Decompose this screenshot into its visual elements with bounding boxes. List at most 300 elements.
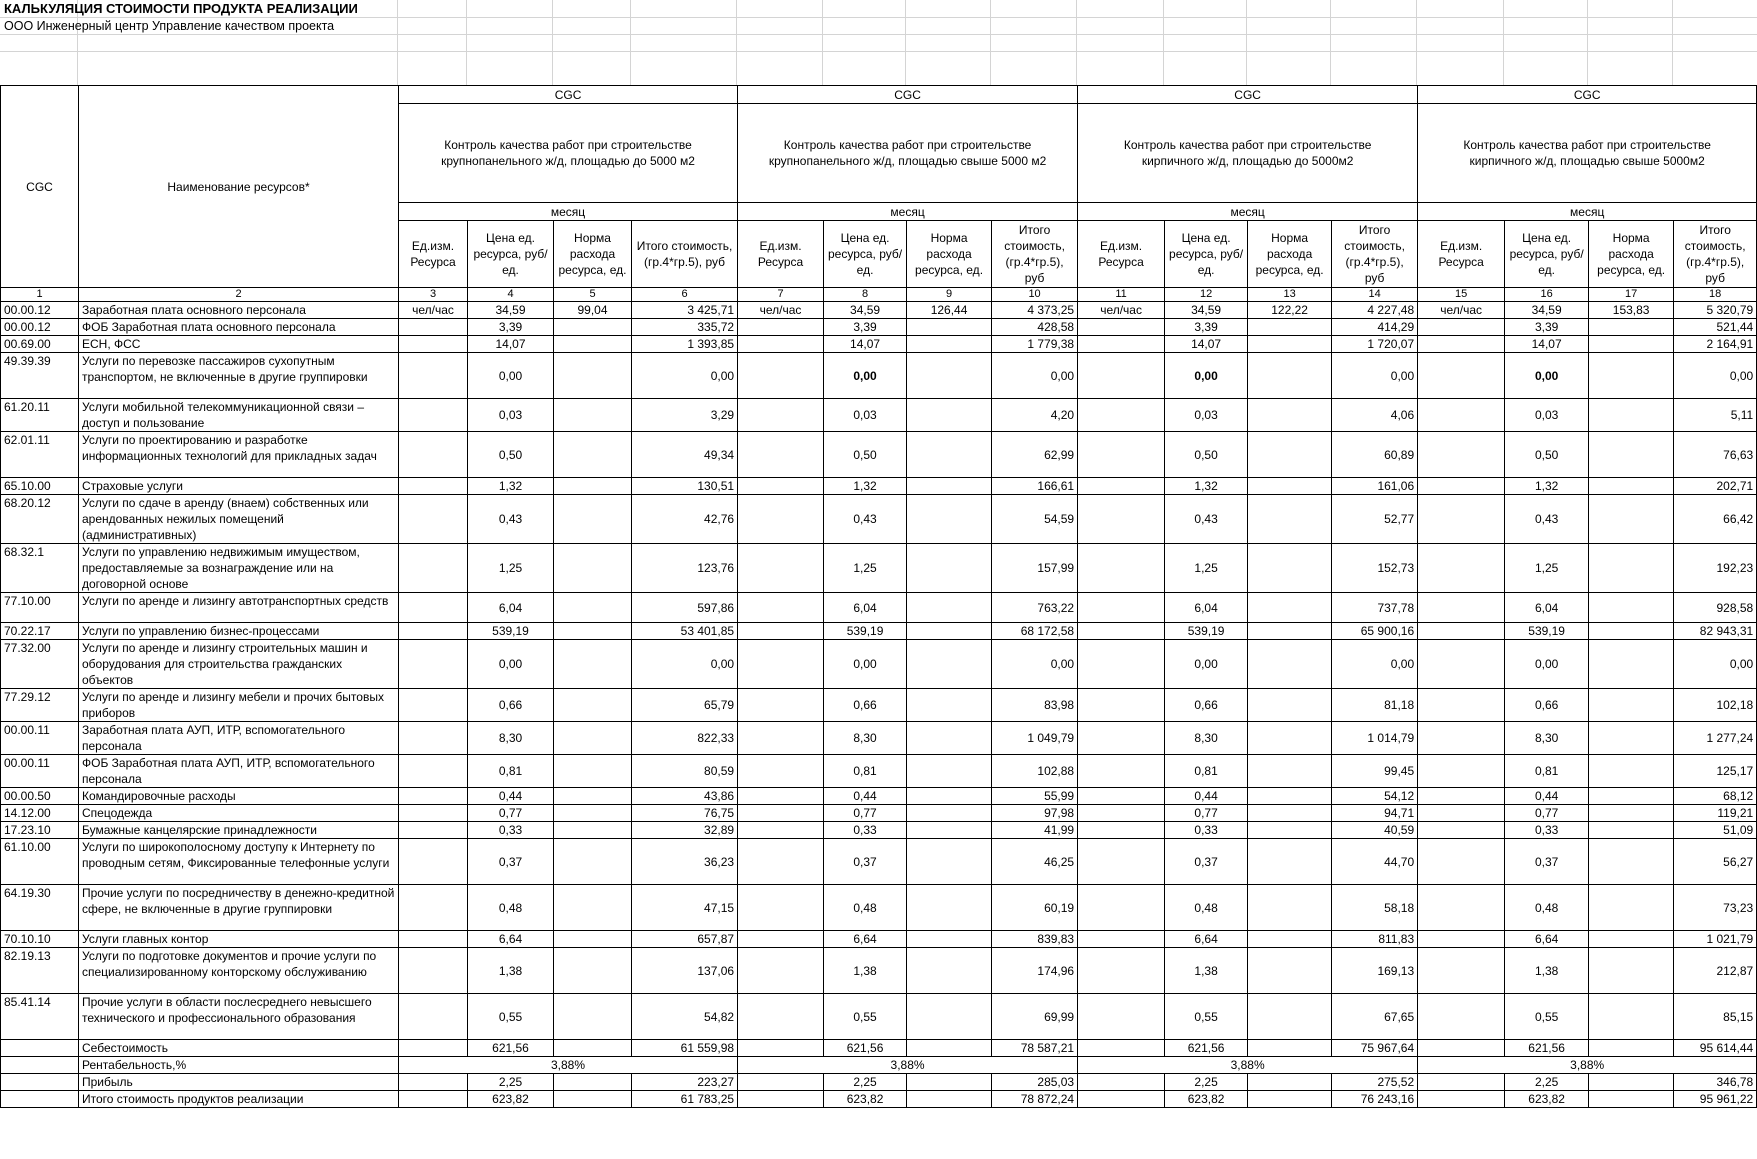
organization-name: ООО Инженерный центр Управление качеством проекта	[4, 19, 335, 33]
unit-cell	[399, 432, 468, 478]
column-number: 12	[1165, 288, 1248, 302]
price-cell: 0,77	[468, 805, 554, 822]
unit-cell	[1418, 623, 1505, 640]
norm-cell	[1248, 839, 1332, 885]
total-cell: 76,75	[632, 805, 738, 822]
empty-cell	[399, 1040, 468, 1057]
sheet-title: КАЛЬКУЛЯЦИЯ СТОИМОСТИ ПРОДУКТА РЕАЛИЗАЦИИ	[4, 1, 358, 16]
price-cell: 14,07	[1505, 336, 1589, 353]
unit-cell	[738, 623, 824, 640]
price-cell: 6,64	[824, 931, 907, 948]
total-cell: 4,20	[992, 399, 1078, 432]
resource-code: 17.23.10	[1, 822, 79, 839]
empty-cell	[1418, 1091, 1505, 1108]
norm-cell	[907, 495, 992, 544]
norm-cell	[1248, 948, 1332, 994]
unit-cell	[738, 839, 824, 885]
norm-cell	[1248, 640, 1332, 689]
price-cell: 0,03	[1505, 399, 1589, 432]
price-cell: 0,48	[1165, 885, 1248, 931]
unit-cell	[399, 948, 468, 994]
price-cell: 1,32	[468, 478, 554, 495]
price-cell: 0,00	[824, 353, 907, 399]
subheader-norm-g2: Норма расхода ресурса, ед.	[907, 221, 992, 288]
resource-name: Услуги по аренде и лизингу автотранспортных средств	[79, 593, 399, 623]
price-cell: 8,30	[468, 722, 554, 755]
resource-code: 49.39.39	[1, 353, 79, 399]
price-cell: 0,00	[1505, 640, 1589, 689]
table-row	[1, 544, 1757, 593]
total-cell: 55,99	[992, 788, 1078, 805]
price-cell: 0,81	[824, 755, 907, 788]
unit-cell	[399, 722, 468, 755]
price-cell: 3,39	[468, 319, 554, 336]
price-cell: 0,66	[1165, 689, 1248, 722]
unit-cell	[1418, 495, 1505, 544]
price-cell: 0,44	[1505, 788, 1589, 805]
price-cell: 0,55	[824, 994, 907, 1040]
price-cell: 0,43	[468, 495, 554, 544]
price-cell: 539,19	[468, 623, 554, 640]
resource-name: Услуги по аренде и лизингу мебели и прочих бытовых приборов	[79, 689, 399, 722]
resource-name: Заработная плата основного персонала	[79, 302, 399, 319]
norm-cell	[1589, 822, 1674, 839]
norm-cell	[1248, 788, 1332, 805]
price-cell: 0,77	[1505, 805, 1589, 822]
unit-cell	[738, 689, 824, 722]
column-number: 16	[1505, 288, 1589, 302]
total-cell: 102,88	[992, 755, 1078, 788]
resource-name: Услуги по подготовке документов и прочие услуги по специализированному конторскому обслуживанию	[79, 948, 399, 994]
norm-cell	[1248, 544, 1332, 593]
total-cell: 99,45	[1332, 755, 1418, 788]
total-cell: 83,98	[992, 689, 1078, 722]
price-cell: 0,77	[824, 805, 907, 822]
norm-cell	[554, 319, 632, 336]
resource-code: 14.12.00	[1, 805, 79, 822]
resource-name: Бумажные канцелярские принадлежности	[79, 822, 399, 839]
resource-name: Услуги по широкополосному доступу к Интернету по проводным сетям, Фиксированные телефонные услуги	[79, 839, 399, 885]
total-cell: 3 425,71	[632, 302, 738, 319]
unit-cell	[1418, 839, 1505, 885]
norm-cell	[907, 640, 992, 689]
total-cell: 0,00	[1674, 640, 1757, 689]
total-cell: 85,15	[1674, 994, 1757, 1040]
norm-cell	[554, 931, 632, 948]
unit-cell	[1418, 544, 1505, 593]
total-cell: 157,99	[992, 544, 1078, 593]
norm-cell	[907, 623, 992, 640]
unit-cell	[399, 805, 468, 822]
total-cell: 2 164,91	[1674, 336, 1757, 353]
norm-cell	[1589, 839, 1674, 885]
subheader-norm-g4: Норма расхода ресурса, ед.	[1589, 221, 1674, 288]
total-cell: 597,86	[632, 593, 738, 623]
price-cell: 0,03	[1165, 399, 1248, 432]
empty-cell	[1418, 1040, 1505, 1057]
total-cell: 4,06	[1332, 399, 1418, 432]
norm-cell	[1589, 805, 1674, 822]
total-cell: 657,87	[632, 931, 738, 948]
price-cell: 8,30	[1165, 722, 1248, 755]
total-cell: 54,59	[992, 495, 1078, 544]
total-cell: 69,99	[992, 994, 1078, 1040]
unit-cell	[399, 788, 468, 805]
price-cell: 0,66	[824, 689, 907, 722]
resource-code: 00.00.11	[1, 722, 79, 755]
unit-cell	[399, 640, 468, 689]
table-row	[1, 399, 1757, 432]
norm-cell	[1589, 319, 1674, 336]
norm-cell	[554, 544, 632, 593]
column-number: 3	[399, 288, 468, 302]
resource-code: 77.10.00	[1, 593, 79, 623]
empty-cell	[1248, 1074, 1332, 1091]
price-cell: 0,50	[1505, 432, 1589, 478]
price-cell: 0,44	[1165, 788, 1248, 805]
column-number: 5	[554, 288, 632, 302]
total-cell: 1 720,07	[1332, 336, 1418, 353]
price-cell: 0,00	[468, 640, 554, 689]
norm-cell	[907, 839, 992, 885]
table-row	[1, 931, 1757, 948]
total-cell: 97,98	[992, 805, 1078, 822]
norm-cell	[554, 722, 632, 755]
resource-name: Услуги главных контор	[79, 931, 399, 948]
table-row	[1, 336, 1757, 353]
resource-code: 70.10.10	[1, 931, 79, 948]
column-number: 13	[1248, 288, 1332, 302]
unit-cell	[738, 640, 824, 689]
price-cell: 0,33	[1165, 822, 1248, 839]
resource-code: 85.41.14	[1, 994, 79, 1040]
total-cell: 61 559,98	[632, 1040, 738, 1057]
resource-name: Прочие услуги в области послесреднего невысшего технического и профессионального образования	[79, 994, 399, 1040]
norm-cell	[554, 623, 632, 640]
total-cell: 0,00	[632, 640, 738, 689]
price-cell: 1,25	[1505, 544, 1589, 593]
table-row	[1, 689, 1757, 722]
total-cell: 0,00	[992, 353, 1078, 399]
price-cell: 1,25	[1165, 544, 1248, 593]
total-cell: 40,59	[1332, 822, 1418, 839]
price-cell: 1,38	[1165, 948, 1248, 994]
price-cell: 6,04	[1165, 593, 1248, 623]
total-cell: 161,06	[1332, 478, 1418, 495]
norm-cell	[1589, 495, 1674, 544]
total-cell: 60,19	[992, 885, 1078, 931]
resource-name: Прочие услуги по посредничеству в денежно-кредитной сфере, не включенные в другие группировки	[79, 885, 399, 931]
total-cell: 0,00	[1332, 353, 1418, 399]
unit-cell	[1418, 931, 1505, 948]
profit-row-label: Прибыль	[79, 1074, 399, 1091]
unit-cell: чел/час	[399, 302, 468, 319]
price-cell: 3,39	[1165, 319, 1248, 336]
price-cell: 0,55	[1165, 994, 1248, 1040]
empty-cell	[1078, 1074, 1165, 1091]
unit-cell	[738, 495, 824, 544]
norm-cell	[907, 353, 992, 399]
resource-name: Командировочные расходы	[79, 788, 399, 805]
total-cell: 80,59	[632, 755, 738, 788]
profitability-row	[1, 1057, 1757, 1074]
norm-cell	[554, 755, 632, 788]
price-cell: 0,44	[468, 788, 554, 805]
total-cell: 763,22	[992, 593, 1078, 623]
norm-cell	[1589, 689, 1674, 722]
unit-cell	[738, 432, 824, 478]
norm-cell	[1248, 478, 1332, 495]
grand-total-row-label: Итого стоимость продуктов реализации	[79, 1091, 399, 1108]
price-cell: 0,50	[1165, 432, 1248, 478]
total-cell: 78 872,24	[992, 1091, 1078, 1108]
norm-cell	[907, 788, 992, 805]
unit-cell	[1418, 722, 1505, 755]
price-cell: 0,77	[1165, 805, 1248, 822]
unit-cell	[1418, 948, 1505, 994]
norm-cell	[1589, 948, 1674, 994]
norm-cell	[907, 319, 992, 336]
unit-cell	[399, 885, 468, 931]
norm-cell	[554, 495, 632, 544]
column-number: 17	[1589, 288, 1674, 302]
group-3-code: CGC	[1078, 86, 1418, 104]
price-cell: 0,00	[1165, 353, 1248, 399]
empty-cell	[554, 1040, 632, 1057]
total-cell: 43,86	[632, 788, 738, 805]
column-number: 9	[907, 288, 992, 302]
resource-name: Услуги по аренде и лизингу строительных машин и оборудования для строительства гражданских объектов	[79, 640, 399, 689]
price-cell: 0,48	[1505, 885, 1589, 931]
group-4-code: CGC	[1418, 86, 1757, 104]
price-cell: 623,82	[468, 1091, 554, 1108]
norm-cell	[1589, 788, 1674, 805]
price-cell: 0,43	[824, 495, 907, 544]
total-cell: 1 021,79	[1674, 931, 1757, 948]
total-cell: 78 587,21	[992, 1040, 1078, 1057]
cost-row	[1, 1040, 1757, 1057]
norm-cell	[554, 399, 632, 432]
norm-cell: 126,44	[907, 302, 992, 319]
unit-cell	[1078, 839, 1165, 885]
total-cell: 68,12	[1674, 788, 1757, 805]
empty-cell	[1248, 1091, 1332, 1108]
norm-cell	[1589, 931, 1674, 948]
unit-cell	[399, 822, 468, 839]
subheader-total-g4: Итого стоимость, (гр.4*гр.5), руб	[1674, 221, 1757, 288]
norm-cell	[1248, 805, 1332, 822]
norm-cell	[1589, 353, 1674, 399]
unit-cell	[399, 478, 468, 495]
total-cell: 51,09	[1674, 822, 1757, 839]
profitability-value: 3,88%	[399, 1057, 738, 1074]
unit-cell	[1078, 319, 1165, 336]
unit-cell	[1078, 994, 1165, 1040]
unit-cell	[399, 399, 468, 432]
total-cell: 68 172,58	[992, 623, 1078, 640]
total-cell: 811,83	[1332, 931, 1418, 948]
table-row	[1, 722, 1757, 755]
subheader-norm-g3: Норма расхода ресурса, ед.	[1248, 221, 1332, 288]
unit-cell	[738, 994, 824, 1040]
norm-cell	[907, 931, 992, 948]
unit-cell	[399, 495, 468, 544]
price-cell: 0,03	[468, 399, 554, 432]
norm-cell	[554, 788, 632, 805]
resource-code: 62.01.11	[1, 432, 79, 478]
price-cell: 34,59	[468, 302, 554, 319]
norm-cell	[554, 593, 632, 623]
resource-code: 68.20.12	[1, 495, 79, 544]
subheader-norm-g1: Норма расхода ресурса, ед.	[554, 221, 632, 288]
norm-cell	[1589, 432, 1674, 478]
total-cell: 32,89	[632, 822, 738, 839]
unit-cell	[1078, 722, 1165, 755]
total-cell: 202,71	[1674, 478, 1757, 495]
price-cell: 3,39	[1505, 319, 1589, 336]
total-cell: 1 393,85	[632, 336, 738, 353]
unit-cell	[399, 994, 468, 1040]
price-cell: 0,81	[1165, 755, 1248, 788]
table-row	[1, 353, 1757, 399]
resource-code: 00.00.12	[1, 302, 79, 319]
price-cell: 34,59	[1505, 302, 1589, 319]
total-cell: 49,34	[632, 432, 738, 478]
total-cell: 53 401,85	[632, 623, 738, 640]
group-2-description: Контроль качества работ при строительстве крупнопанельного ж/д, площадью свыше 5000 м2	[738, 104, 1078, 203]
price-cell: 1,38	[1505, 948, 1589, 994]
price-cell: 14,07	[1165, 336, 1248, 353]
table-row	[1, 885, 1757, 931]
table-row	[1, 948, 1757, 994]
resource-name: ФОБ Заработная плата основного персонала	[79, 319, 399, 336]
total-cell: 152,73	[1332, 544, 1418, 593]
profitability-value: 3,88%	[1078, 1057, 1418, 1074]
total-cell: 60,89	[1332, 432, 1418, 478]
norm-cell	[1589, 593, 1674, 623]
unit-cell	[1418, 593, 1505, 623]
column-number: 7	[738, 288, 824, 302]
resource-code: 68.32.1	[1, 544, 79, 593]
profitability-value: 3,88%	[738, 1057, 1078, 1074]
unit-cell	[1418, 478, 1505, 495]
total-cell: 67,65	[1332, 994, 1418, 1040]
unit-cell	[1418, 689, 1505, 722]
total-cell: 65,79	[632, 689, 738, 722]
subheader-total-g2: Итого стоимость, (гр.4*гр.5), руб	[992, 221, 1078, 288]
unit-cell	[1418, 885, 1505, 931]
price-cell: 0,55	[468, 994, 554, 1040]
unit-cell	[1418, 336, 1505, 353]
resource-code: 61.20.11	[1, 399, 79, 432]
total-cell: 166,61	[992, 478, 1078, 495]
norm-cell	[907, 336, 992, 353]
price-cell: 0,50	[468, 432, 554, 478]
price-cell: 6,04	[1505, 593, 1589, 623]
price-cell: 1,25	[468, 544, 554, 593]
price-cell: 621,56	[1505, 1040, 1589, 1057]
price-cell: 623,82	[824, 1091, 907, 1108]
norm-cell	[1589, 994, 1674, 1040]
norm-cell	[907, 399, 992, 432]
total-cell: 76 243,16	[1332, 1091, 1418, 1108]
unit-cell	[738, 788, 824, 805]
total-cell: 414,29	[1332, 319, 1418, 336]
resource-code: 65.10.00	[1, 478, 79, 495]
total-cell: 737,78	[1332, 593, 1418, 623]
empty-cell	[907, 1091, 992, 1108]
price-cell: 14,07	[468, 336, 554, 353]
norm-cell	[1589, 336, 1674, 353]
empty-cell	[738, 1074, 824, 1091]
group-1-period: месяц	[399, 203, 738, 221]
price-cell: 621,56	[824, 1040, 907, 1057]
norm-cell	[1248, 336, 1332, 353]
table-row	[1, 755, 1757, 788]
table-row	[1, 495, 1757, 544]
total-cell: 36,23	[632, 839, 738, 885]
header-code: CGC	[1, 86, 79, 288]
total-cell: 169,13	[1332, 948, 1418, 994]
total-cell: 212,87	[1674, 948, 1757, 994]
norm-cell	[554, 948, 632, 994]
total-cell: 61 783,25	[632, 1091, 738, 1108]
total-cell: 928,58	[1674, 593, 1757, 623]
unit-cell	[738, 478, 824, 495]
unit-cell	[1078, 788, 1165, 805]
price-cell: 0,37	[468, 839, 554, 885]
total-cell: 5 320,79	[1674, 302, 1757, 319]
unit-cell	[1078, 544, 1165, 593]
table-row	[1, 319, 1757, 336]
total-cell: 0,00	[1332, 640, 1418, 689]
unit-cell	[1418, 805, 1505, 822]
unit-cell	[1078, 623, 1165, 640]
table-row	[1, 822, 1757, 839]
table-row	[1, 302, 1757, 319]
total-cell: 5,11	[1674, 399, 1757, 432]
cost-row-label: Себестоимость	[79, 1040, 399, 1057]
unit-cell	[399, 755, 468, 788]
price-cell: 0,03	[824, 399, 907, 432]
table-row	[1, 839, 1757, 885]
resource-code: 00.00.12	[1, 319, 79, 336]
resource-code: 00.00.50	[1, 788, 79, 805]
unit-cell	[399, 931, 468, 948]
total-cell: 81,18	[1332, 689, 1418, 722]
total-cell: 54,82	[632, 994, 738, 1040]
column-number: 10	[992, 288, 1078, 302]
norm-cell	[907, 805, 992, 822]
unit-cell	[399, 544, 468, 593]
total-cell: 76,63	[1674, 432, 1757, 478]
group-1-code: CGC	[399, 86, 738, 104]
norm-cell: 99,04	[554, 302, 632, 319]
price-cell: 0,50	[824, 432, 907, 478]
unit-cell	[1078, 640, 1165, 689]
unit-cell	[1418, 399, 1505, 432]
total-cell: 123,76	[632, 544, 738, 593]
norm-cell: 153,83	[1589, 302, 1674, 319]
empty-cell	[1078, 1040, 1165, 1057]
subheader-total-g3: Итого стоимость, (гр.4*гр.5), руб	[1332, 221, 1418, 288]
unit-cell	[399, 623, 468, 640]
norm-cell	[554, 432, 632, 478]
table-row	[1, 788, 1757, 805]
unit-cell	[738, 931, 824, 948]
total-cell: 42,76	[632, 495, 738, 544]
norm-cell	[907, 755, 992, 788]
